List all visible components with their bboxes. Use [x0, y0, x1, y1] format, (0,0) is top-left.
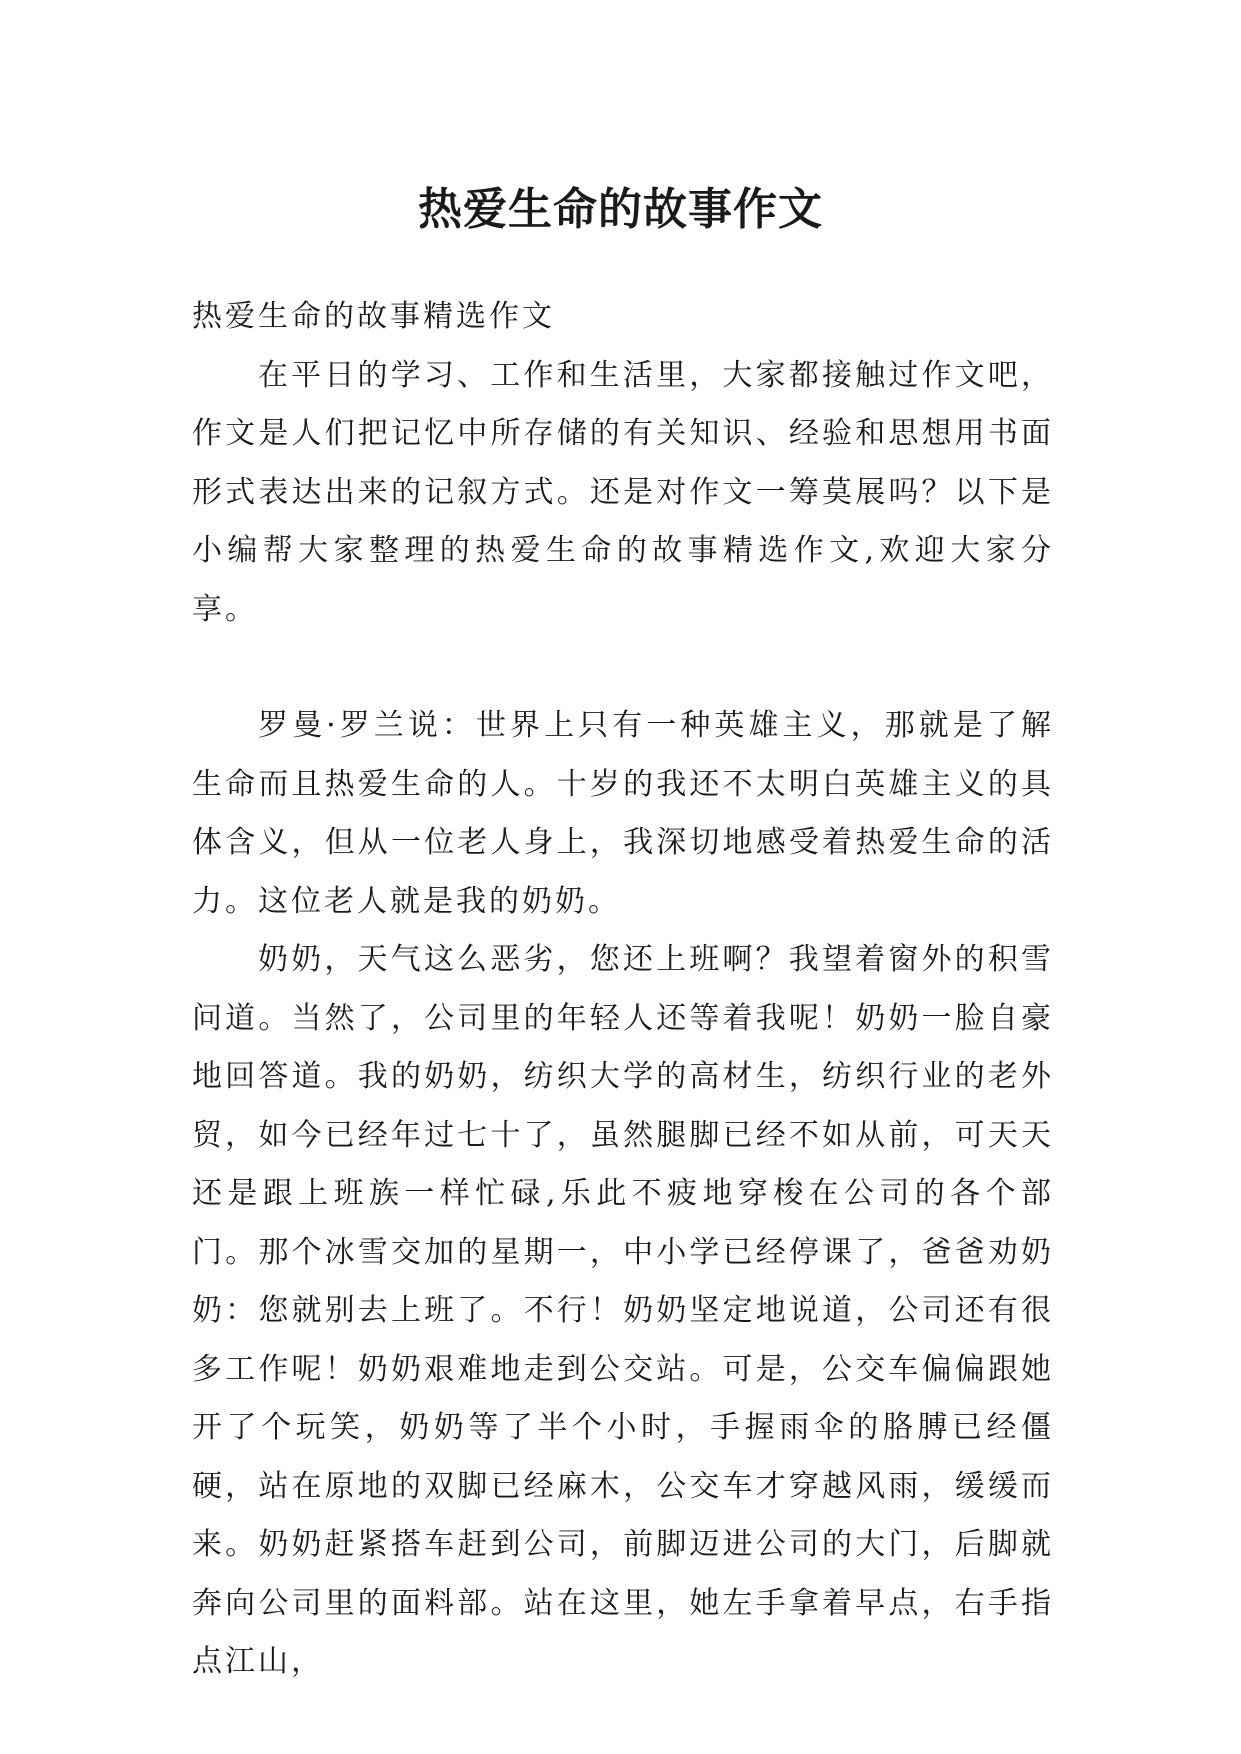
paragraph-grandma: 奶奶，天气这么恶劣，您还上班啊？我望着窗外的积雪问道。当然了，公司里的年轻人还等着我呢！奶奶一脸自豪地回答道。我的奶奶，纺织大学的高材生，纺织行业的老外贸，如今已经年过七十了，虽然腿脚已经不如从前，可天天还是跟上班族一样忙碌,乐此不疲地穿梭在公司的各个部门。那个冰雪交加的星期一，中小学已经停课了，爸爸劝奶奶：您就别去上班了。不行！奶奶坚定地说道，公司还有很多工作呢！奶奶艰难地走到公交站。可是，公交车偏偏跟她开了个玩笑，奶奶等了半个小时，手握雨伞的胳膊已经僵硬，站在原地的双脚已经麻木，公交车才穿越风雨，缓缓而来。奶奶赶紧搭车赶到公司，前脚迈进公司的大门，后脚就奔向公司里的面料部。站在这里，她左手拿着早点，右手指点江山，: [192, 942, 1054, 1679]
paragraph-intro: 在平日的学习、工作和生活里，大家都接触过作文吧，作文是人们把记忆中所存储的有关知识、经验和思想用书面形式表达出来的记叙方式。还是对作文一筹莫展吗？以下是小编帮大家整理的热爱生命的故事精选作文,欢迎大家分享。: [192, 357, 1054, 627]
document-body: [192, 288, 1054, 1692]
document-title: 热爱生命的故事作文: [418, 184, 823, 236]
document-subtitle: 热爱生命的故事精选作文: [192, 299, 555, 334]
paragraph-romain-rolland: 罗曼·罗兰说：世界上只有一种英雄主义，那就是了解生命而且热爱生命的人。十岁的我还不太明白英雄主义的具体含义，但从一位老人身上，我深切地感受着热爱生命的活力。这位老人就是我的奶奶。: [192, 708, 1054, 919]
